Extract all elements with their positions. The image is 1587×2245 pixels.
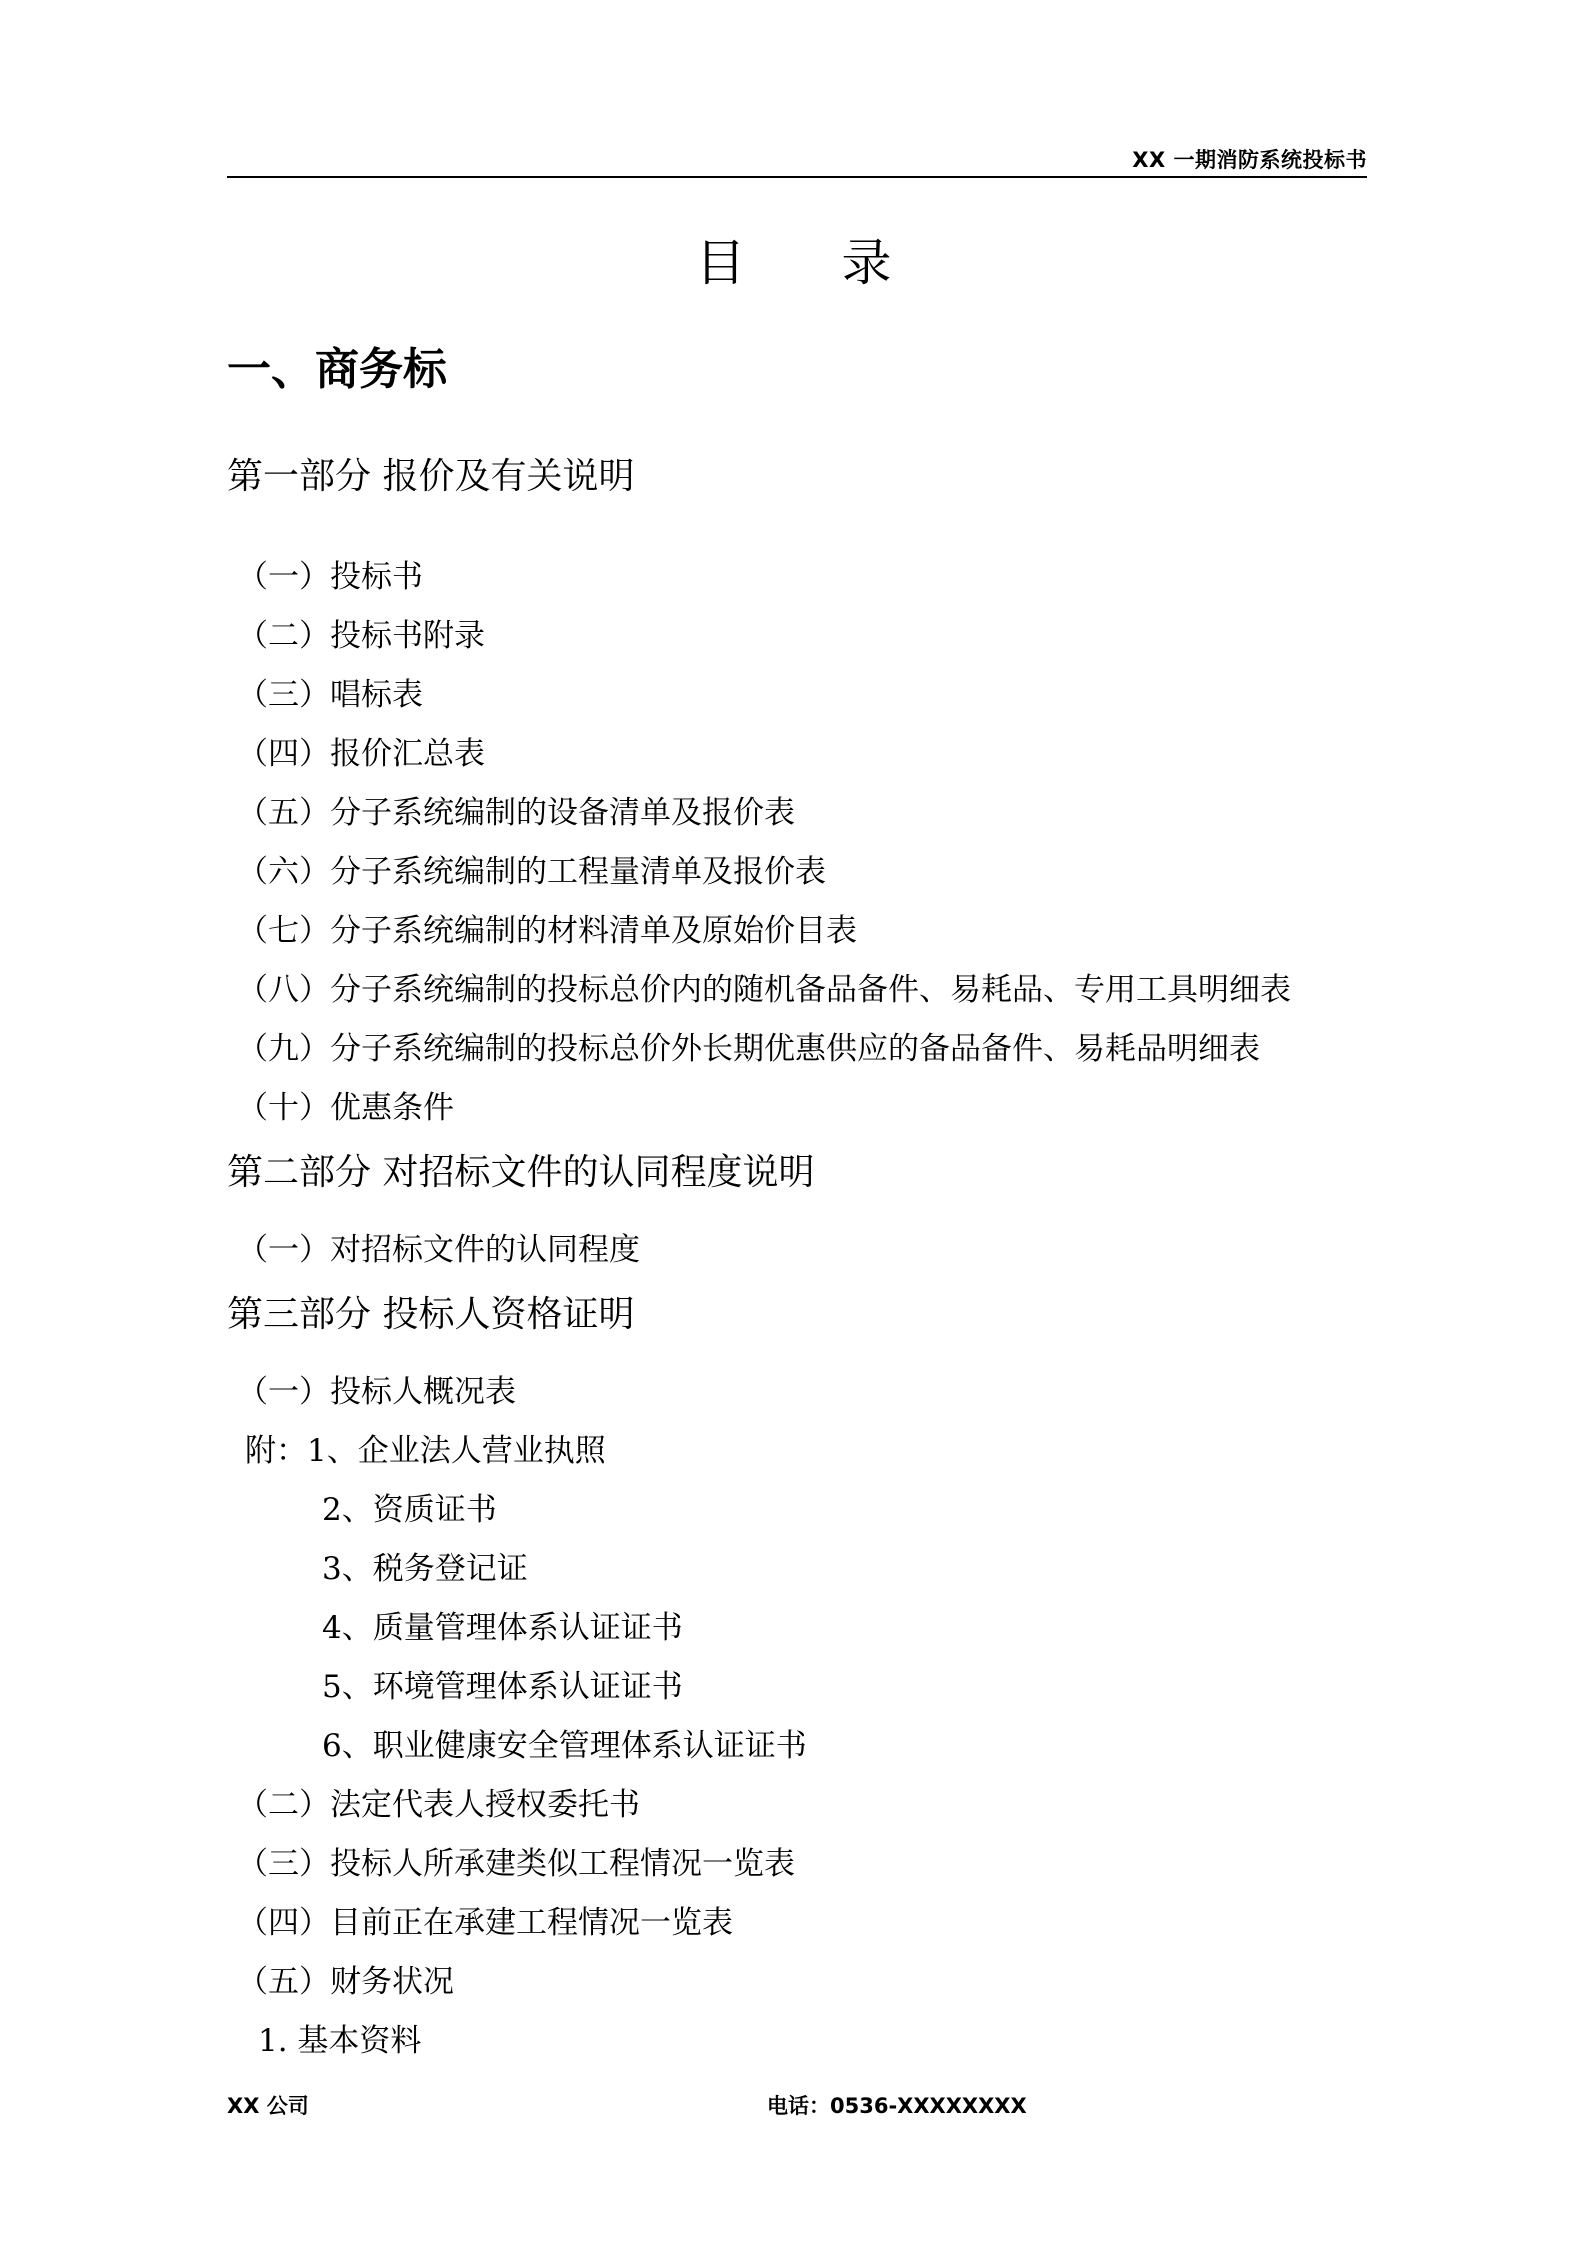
- footer-company: XX 公司: [227, 2094, 309, 2118]
- toc-attachment-item: 5、环境管理体系认证证书: [322, 1669, 683, 1705]
- toc-item: （一）对招标文件的认同程度: [237, 1232, 640, 1268]
- toc-item: （六）分子系统编制的工程量清单及报价表: [237, 854, 826, 890]
- part-heading-3: 第三部分 投标人资格证明: [227, 1294, 635, 1335]
- toc-item: （三）投标人所承建类似工程情况一览表: [237, 1846, 795, 1882]
- toc-item: （九）分子系统编制的投标总价外长期优惠供应的备品备件、易耗品明细表: [237, 1031, 1260, 1067]
- section-heading-business: 一、商务标: [227, 344, 447, 395]
- toc-item: （八）分子系统编制的投标总价内的随机备品备件、易耗品、专用工具明细表: [237, 972, 1291, 1008]
- toc-item: （五）分子系统编制的设备清单及报价表: [237, 795, 795, 831]
- toc-item: （十）优惠条件: [237, 1090, 454, 1126]
- toc-attachment-item: 附：1、企业法人营业执照: [245, 1433, 606, 1469]
- footer-phone: 电话：0536-XXXXXXXX: [767, 2094, 1027, 2118]
- page-header: [227, 140, 1367, 178]
- document-title: 目 录: [695, 234, 932, 292]
- toc-item: （五）财务状况: [237, 1964, 454, 2000]
- toc-item: （二）投标书附录: [237, 618, 485, 654]
- toc-attachment-item: 6、职业健康安全管理体系认证证书: [322, 1728, 807, 1764]
- toc-item: （一）投标书: [237, 559, 423, 595]
- toc-item: （二）法定代表人授权委托书: [237, 1787, 640, 1823]
- toc-item: （四）目前正在承建工程情况一览表: [237, 1905, 733, 1941]
- toc-item: （一）投标人概况表: [237, 1374, 516, 1410]
- toc-sub-item: 1. 基本资料: [258, 2023, 422, 2059]
- toc-attachment-item: 4、质量管理体系认证证书: [322, 1610, 683, 1646]
- toc-attachment-item: 3、税务登记证: [322, 1551, 528, 1587]
- part-heading-2: 第二部分 对招标文件的认同程度说明: [227, 1152, 815, 1193]
- toc-item: （三）唱标表: [237, 677, 423, 713]
- toc-item: （四）报价汇总表: [237, 736, 485, 772]
- toc-attachment-item: 2、资质证书: [322, 1492, 497, 1528]
- toc-item: （七）分子系统编制的材料清单及原始价目表: [237, 913, 857, 949]
- page-footer: [227, 2090, 1367, 2124]
- header-title: XX 一期消防系统投标书: [1132, 148, 1367, 172]
- part-heading-1: 第一部分 报价及有关说明: [227, 456, 635, 497]
